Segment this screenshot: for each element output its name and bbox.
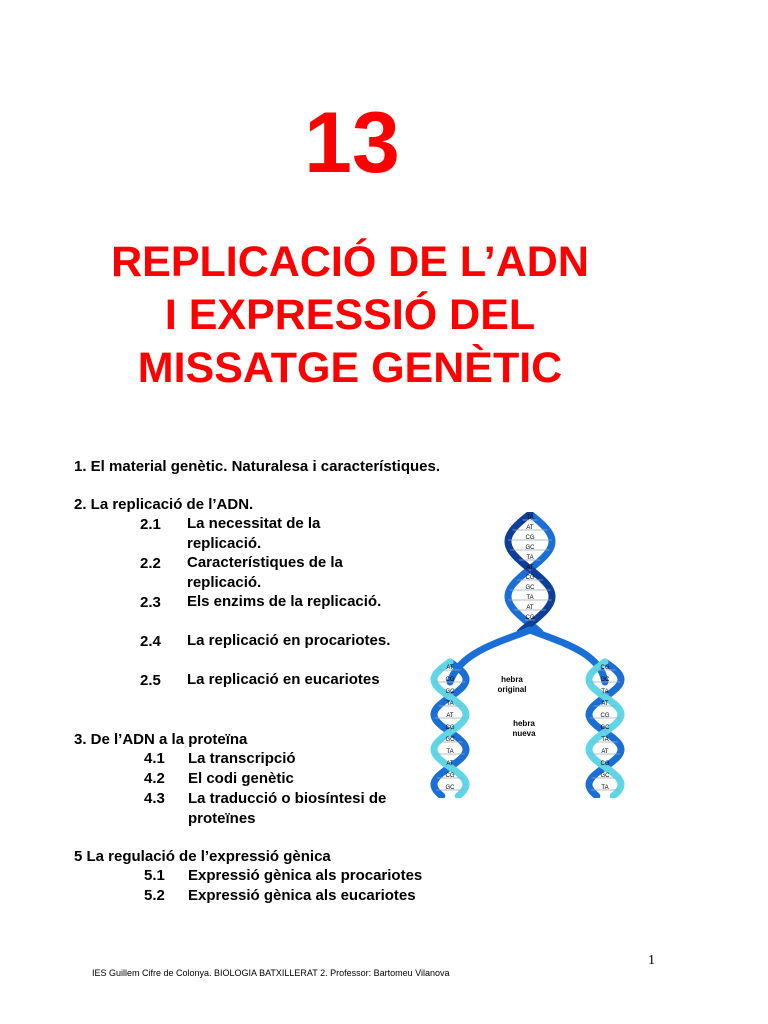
toc-item-number: 4.3 xyxy=(144,790,165,807)
toc-item-text: El codi genètic xyxy=(188,770,294,787)
page-number: 1 xyxy=(648,953,655,968)
dna-replication-figure xyxy=(420,512,634,798)
toc-item-number: 5.1 xyxy=(144,867,165,884)
toc-item-number: 2.5 xyxy=(140,672,161,689)
base-pair-label: CG xyxy=(525,535,535,541)
base-pair-label: GC xyxy=(445,689,455,695)
base-pair-label: CG xyxy=(445,773,455,779)
base-pair-label: CG xyxy=(445,677,455,683)
base-pair-label: TA xyxy=(526,515,534,521)
chapter-number: 13 xyxy=(304,95,400,191)
base-pair-label: TA xyxy=(601,785,609,791)
toc-item-number: 5.2 xyxy=(144,887,165,904)
title-line-3: MISSATGE GENÈTIC xyxy=(137,344,563,392)
toc-section-1: 1. El material genètic. Naturalesa i característiques. xyxy=(74,458,441,475)
base-pair-label: CG xyxy=(600,665,610,671)
base-pair-label: CG xyxy=(525,575,535,581)
base-pair-label: GC xyxy=(525,585,535,591)
toc-section-5: 5 La regulació de l’expressió gènica xyxy=(74,848,331,865)
base-pair-label: AT xyxy=(601,749,609,755)
toc-item-text: La necessitat de la replicació. xyxy=(187,515,321,552)
base-pair-label: AT xyxy=(601,701,609,707)
label-original-strand-line-2: original xyxy=(497,685,527,694)
base-pair-label: GC xyxy=(600,725,610,731)
toc-item-number: 2.3 xyxy=(140,594,161,611)
label-new-strand-line-2: nueva xyxy=(512,729,536,738)
base-pair-label: TA xyxy=(526,555,534,561)
base-pair-label: AT xyxy=(526,565,534,571)
base-pair-label: GC xyxy=(445,737,455,743)
base-pair-label: CG xyxy=(445,725,455,731)
base-pair-label: TA xyxy=(601,689,609,695)
base-pair-label: AT xyxy=(526,605,534,611)
toc-item-text: Expressió gènica als eucariotes xyxy=(188,887,416,904)
base-pair-label: AT xyxy=(446,665,454,671)
label-original-strand-line-1: hebra xyxy=(501,675,523,684)
toc-item-text: La traducció o biosíntesi de proteïnes xyxy=(188,790,387,827)
base-pair-label: GC xyxy=(600,773,610,779)
toc-item-text: La transcripció xyxy=(188,750,296,767)
toc-item-number: 2.2 xyxy=(140,555,161,572)
base-pair-label: TA xyxy=(601,737,609,743)
base-pair-label: TA xyxy=(446,701,454,707)
base-pair-label: CG xyxy=(525,615,535,621)
toc-section-3: 3. De l’ADN a la proteïna xyxy=(74,731,248,748)
base-pair-label: CG xyxy=(600,761,610,767)
footer: IES Guillem Cifre de Colonya. BIOLOGIA BATXILLERAT 2. Professor: Bartomeu Vilanova xyxy=(92,968,450,978)
toc-item-text: Expressió gènica als procariotes xyxy=(188,867,423,884)
base-pair-label: AT xyxy=(446,761,454,767)
title-line-2: I EXPRESSIÓ DEL xyxy=(164,291,536,339)
base-pair-label: CG xyxy=(600,713,610,719)
base-pair-label: AT xyxy=(526,525,534,531)
toc-item-text: La replicació en procariotes. xyxy=(187,632,391,649)
base-pair-label: GC xyxy=(525,545,535,551)
toc-item-number: 4.2 xyxy=(144,770,165,787)
base-pair-label: GC xyxy=(445,785,455,791)
toc-item-number: 2.4 xyxy=(140,633,161,650)
base-pair-label: TA xyxy=(446,749,454,755)
toc-item-number: 4.1 xyxy=(144,750,165,767)
base-pair-label: TA xyxy=(526,595,534,601)
base-pair-label: AT xyxy=(446,713,454,719)
title-line-1: REPLICACIÓ DE L’ADN xyxy=(111,238,589,286)
toc-item-text: La replicació en eucariotes xyxy=(187,671,380,688)
toc-section-2: 2. La replicació de l’ADN. xyxy=(74,496,254,513)
label-new-strand-line-1: hebra xyxy=(513,719,535,728)
base-pair-label: GC xyxy=(600,677,610,683)
toc-item-number: 2.1 xyxy=(140,516,161,533)
toc-item-text: Els enzims de la replicació. xyxy=(187,593,382,610)
toc-item-text: Característiques de la replicació. xyxy=(187,554,343,591)
